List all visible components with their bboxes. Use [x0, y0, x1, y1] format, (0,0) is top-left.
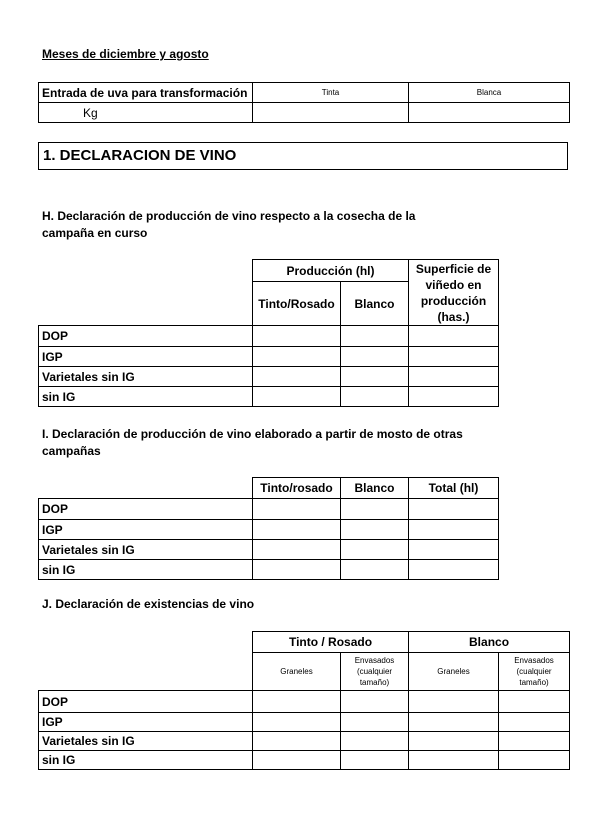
table-cell-input[interactable] [341, 560, 409, 580]
col-total-header: Total (hl) [409, 478, 499, 499]
table-cell-input[interactable] [499, 691, 570, 713]
blanco-group-header: Blanco [409, 632, 570, 653]
empty-corner [39, 632, 253, 691]
envasados-line3: tamaño) [359, 678, 390, 687]
grape-intake-table [38, 82, 570, 123]
table-cell-input[interactable] [499, 713, 570, 732]
section-i-title-line1: I. Declaración de producción de vino elaborado a partir de mosto de otras [42, 427, 463, 441]
row-label-sin-ig: sin IG [39, 387, 253, 407]
table-cell-input[interactable] [409, 347, 499, 367]
section-h-title-line1: H. Declaración de producción de vino respecto a la cosecha de la [42, 209, 416, 223]
table-cell-input[interactable] [341, 691, 409, 713]
superficie-line1: Superficie de [415, 261, 492, 276]
table-cell-input[interactable] [253, 367, 341, 387]
table-cell-input[interactable] [409, 751, 499, 770]
col-blanca-header: Blanca [409, 83, 570, 103]
grape-intake-label: Entrada de uva para transformación [39, 83, 253, 103]
envasados-line3: tamaño) [519, 678, 549, 687]
table-cell-input[interactable] [409, 732, 499, 751]
col-blanco-header: Blanco [341, 478, 409, 499]
table-cell-input[interactable] [409, 520, 499, 540]
table-cell-input[interactable] [341, 347, 409, 367]
table-cell-input[interactable] [341, 732, 409, 751]
table-cell-input[interactable] [253, 713, 341, 732]
blanca-kg-input[interactable] [409, 103, 570, 123]
empty-corner [39, 478, 253, 499]
table-cell-input[interactable] [341, 751, 409, 770]
unit-label: Kg [83, 105, 98, 120]
table-cell-input[interactable] [341, 499, 409, 520]
row-label-varietales: Varietales sin IG [39, 540, 253, 560]
table-cell-input[interactable] [253, 751, 341, 770]
envasados-line1: Envasados [514, 656, 554, 665]
row-label-igp: IGP [39, 347, 253, 367]
table-cell-input[interactable] [409, 326, 499, 347]
table-cell-input[interactable] [253, 520, 341, 540]
col-tinto-header: Tinto/Rosado [253, 282, 341, 326]
col-graneles-tinto: Graneles [253, 653, 341, 691]
section-h-table [38, 259, 499, 407]
row-label-dop: DOP [39, 691, 253, 713]
superficie-header [409, 260, 499, 326]
table-cell-input[interactable] [409, 560, 499, 580]
section-j-table [38, 631, 570, 770]
row-label-igp: IGP [39, 713, 253, 732]
col-envasados-tinto [341, 653, 409, 691]
row-label-dop: DOP [39, 326, 253, 347]
table-cell-input[interactable] [341, 367, 409, 387]
months-title: Meses de diciembre y agosto [42, 47, 209, 61]
superficie-line4: (has.) [437, 309, 470, 324]
table-cell-input[interactable] [253, 326, 341, 347]
table-cell-input[interactable] [253, 387, 341, 407]
table-cell-input[interactable] [253, 691, 341, 713]
section-j-title: J. Declaración de existencias de vino [42, 597, 255, 611]
table-cell-input[interactable] [409, 387, 499, 407]
section-h-title-line2: campaña en curso [42, 226, 148, 240]
produccion-header: Producción (hl) [253, 260, 409, 282]
superficie-line3: producción [420, 293, 487, 308]
col-envasados-blanco [499, 653, 570, 691]
col-graneles-blanco: Graneles [409, 653, 499, 691]
table-cell-input[interactable] [409, 367, 499, 387]
table-cell-input[interactable] [409, 691, 499, 713]
superficie-line2: viñedo en [425, 277, 482, 292]
table-cell-input[interactable] [341, 387, 409, 407]
row-label-igp: IGP [39, 520, 253, 540]
table-cell-input[interactable] [253, 540, 341, 560]
tinto-group-header: Tinto / Rosado [253, 632, 409, 653]
row-label-varietales: Varietales sin IG [39, 732, 253, 751]
row-label-sin-ig: sin IG [39, 751, 253, 770]
table-cell-input[interactable] [341, 540, 409, 560]
table-cell-input[interactable] [253, 347, 341, 367]
col-tinto-header: Tinto/rosado [253, 478, 341, 499]
row-label-dop: DOP [39, 499, 253, 520]
table-cell-input[interactable] [253, 560, 341, 580]
unit-cell [39, 103, 253, 123]
envasados-line2: (cualquier [516, 667, 552, 676]
table-cell-input[interactable] [253, 732, 341, 751]
table-cell-input[interactable] [409, 713, 499, 732]
table-cell-input[interactable] [253, 499, 341, 520]
table-cell-input[interactable] [409, 540, 499, 560]
tinta-kg-input[interactable] [253, 103, 409, 123]
table-cell-input[interactable] [409, 499, 499, 520]
table-cell-input[interactable] [499, 732, 570, 751]
section-title: 1. DECLARACION DE VINO [38, 142, 568, 170]
envasados-line2: (cualquier [356, 667, 393, 676]
row-label-varietales: Varietales sin IG [39, 367, 253, 387]
table-cell-input[interactable] [341, 713, 409, 732]
section-i-table [38, 477, 499, 580]
envasados-line1: Envasados [354, 656, 395, 665]
row-label-sin-ig: sin IG [39, 560, 253, 580]
table-cell-input[interactable] [341, 326, 409, 347]
col-tinta-header: Tinta [253, 83, 409, 103]
section-i-title-line2: campañas [42, 444, 101, 458]
col-blanco-header: Blanco [341, 282, 409, 326]
table-cell-input[interactable] [341, 520, 409, 540]
table-cell-input[interactable] [499, 751, 570, 770]
section-h-title [42, 208, 415, 242]
empty-corner [39, 260, 253, 326]
section-i-title [42, 426, 463, 460]
